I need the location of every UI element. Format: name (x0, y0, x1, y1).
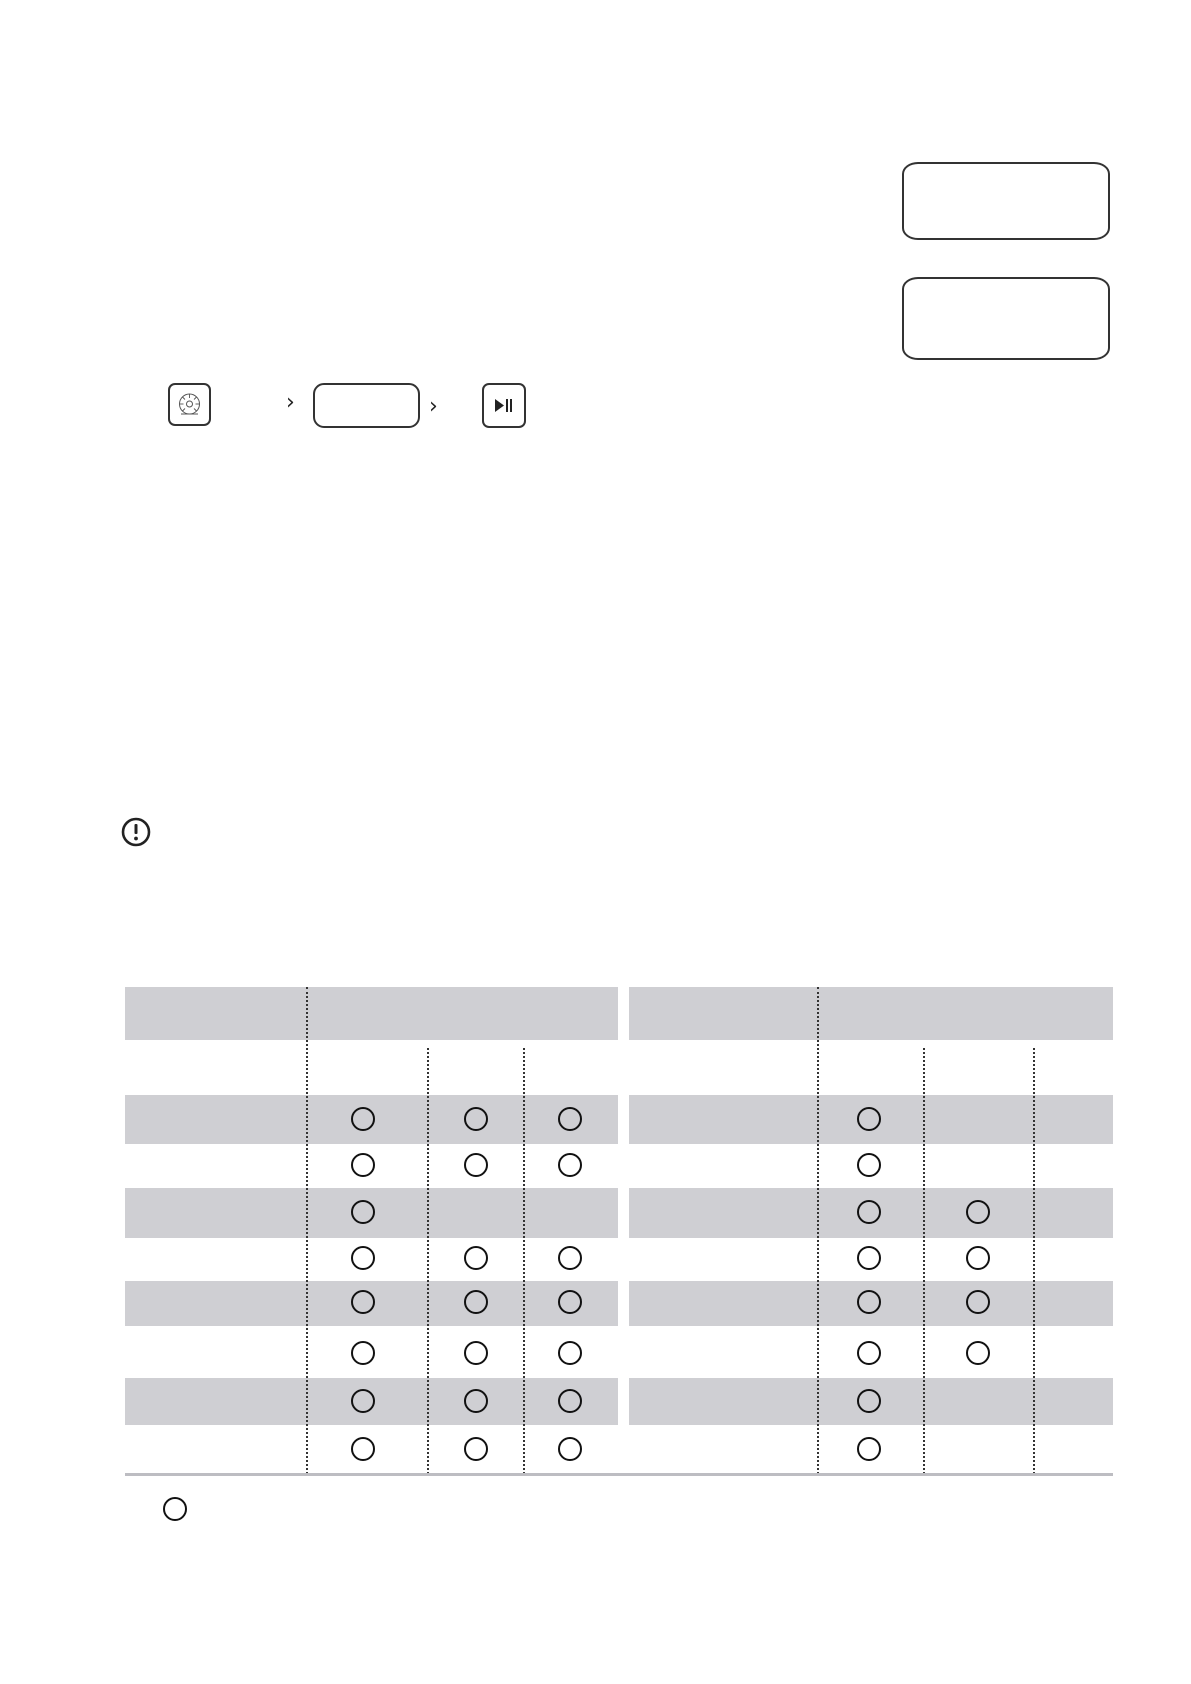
check-circle-icon (351, 1246, 375, 1270)
check-circle-icon (464, 1290, 488, 1314)
table-header-left (125, 987, 618, 1040)
play-pause-icon (484, 385, 524, 426)
check-circle-icon (351, 1341, 375, 1365)
check-circle-icon (558, 1389, 582, 1413)
column-divider (427, 1048, 429, 1474)
check-circle-icon (857, 1341, 881, 1365)
chevron-right-icon: › (286, 390, 295, 415)
check-circle-icon (558, 1437, 582, 1461)
caution-icon (119, 815, 153, 849)
check-circle-icon (857, 1246, 881, 1270)
check-circle-icon (351, 1153, 375, 1177)
check-circle-icon (966, 1341, 990, 1365)
column-divider (923, 1048, 925, 1474)
check-circle-icon (857, 1153, 881, 1177)
check-circle-icon (464, 1389, 488, 1413)
check-circle-icon (558, 1107, 582, 1131)
display-box-bottom (902, 277, 1110, 360)
check-circle-icon (351, 1290, 375, 1314)
column-divider (523, 1048, 525, 1474)
check-circle-icon (966, 1290, 990, 1314)
check-circle-icon (464, 1153, 488, 1177)
column-divider (306, 987, 308, 1474)
column-divider (1033, 1048, 1035, 1474)
check-circle-icon (558, 1153, 582, 1177)
column-divider (817, 987, 819, 1474)
table-bottom-rule (125, 1473, 1113, 1476)
check-circle-icon (464, 1107, 488, 1131)
chevron-right-icon: › (429, 394, 438, 419)
check-circle-icon (857, 1389, 881, 1413)
display-box-top (902, 162, 1110, 240)
check-circle-icon (351, 1200, 375, 1224)
check-circle-icon (351, 1437, 375, 1461)
legend-circle-icon (163, 1497, 187, 1521)
check-circle-icon (558, 1341, 582, 1365)
check-circle-icon (351, 1107, 375, 1131)
dial-icon (170, 385, 209, 424)
check-circle-icon (966, 1246, 990, 1270)
check-circle-icon (857, 1437, 881, 1461)
dial-button[interactable] (168, 383, 211, 426)
check-circle-icon (857, 1290, 881, 1314)
check-circle-icon (464, 1437, 488, 1461)
check-circle-icon (966, 1200, 990, 1224)
check-circle-icon (558, 1246, 582, 1270)
table-header-right (629, 987, 1113, 1040)
check-circle-icon (464, 1341, 488, 1365)
start-pause-button[interactable] (482, 383, 526, 428)
check-circle-icon (464, 1246, 488, 1270)
check-circle-icon (857, 1107, 881, 1131)
check-circle-icon (857, 1200, 881, 1224)
check-circle-icon (558, 1290, 582, 1314)
check-circle-icon (351, 1389, 375, 1413)
display-button[interactable] (313, 383, 420, 428)
